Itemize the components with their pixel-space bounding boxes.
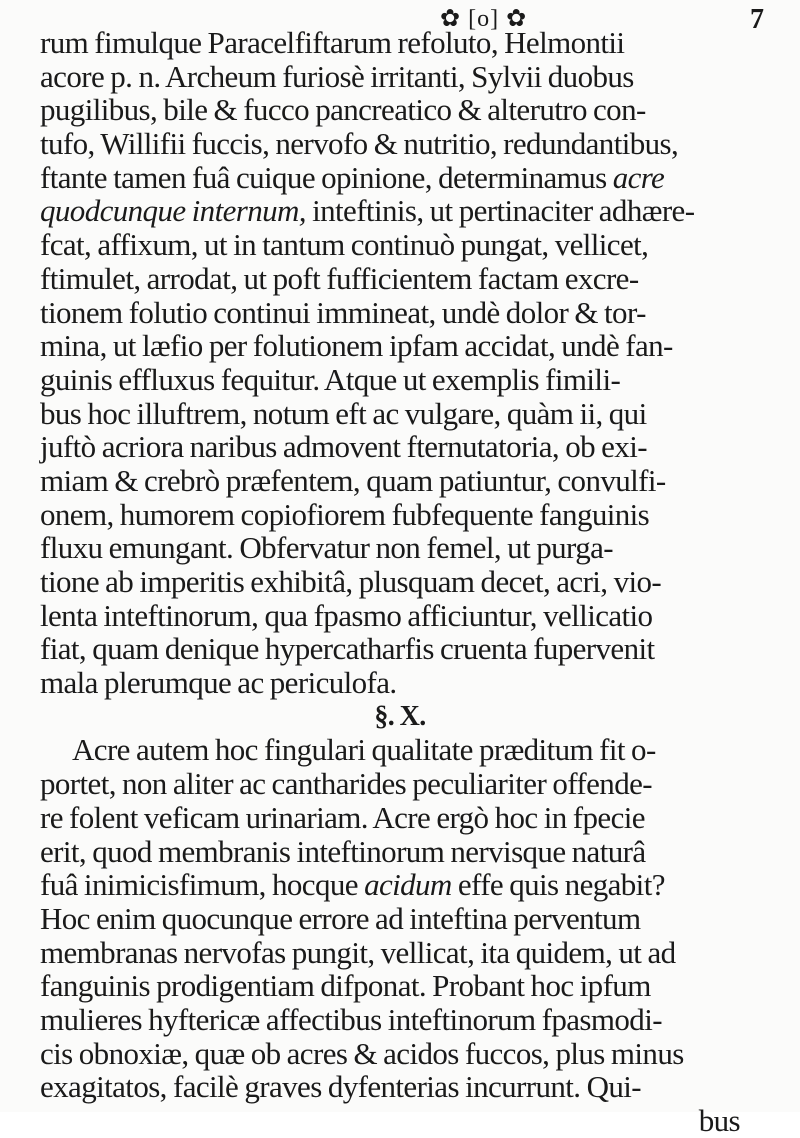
text-line: [40, 868, 760, 902]
text-line: [40, 1070, 760, 1104]
text-span: membranas nervofas pungit, vellicat, ita quidem, ut ad: [40, 934, 676, 970]
text-line: [40, 1104, 760, 1138]
text-span: miam & crebrò præfentem, quam patiuntur, convulfi-: [40, 462, 666, 498]
text-span: pugilibus, bile & fucco pancreatico & alterutro con-: [40, 92, 646, 128]
text-line: [40, 1003, 760, 1037]
text-span: fiat, quam denique hypercatharfis cruenta fupervenit: [40, 631, 655, 667]
text-line: [40, 363, 760, 397]
text-span: guinis effluxus fequitur. Atque ut exemplis fimili-: [40, 361, 621, 397]
text-span: Hoc enim quocunque errore ad inteftina perventum: [40, 900, 641, 936]
text-line: [40, 835, 760, 869]
text-line: [40, 93, 760, 127]
text-line: [40, 565, 760, 599]
text-span: erit, quod membranis inteftinorum nervisque naturâ: [40, 833, 646, 869]
text-line: [40, 531, 760, 565]
text-span: ftimulet, arrodat, ut poft fufficientem factam excre-: [40, 260, 639, 296]
text-span: lenta inteftinorum, qua fpasmo afficiuntur, vellicatio: [40, 597, 653, 633]
text-line: [40, 26, 760, 60]
text-line: [40, 194, 760, 228]
text-line: [40, 767, 760, 801]
text-line: [40, 666, 760, 700]
text-line: [40, 262, 760, 296]
text-span: fcat, affixum, ut in tantum continuò pungat, vellicet,: [40, 227, 649, 263]
text-span: fanguinis prodigentiam difponat. Probant hoc ipfum: [40, 968, 651, 1004]
text-line: [40, 801, 760, 835]
text-line: [40, 161, 760, 195]
text-span: mina, ut læfio per folutionem ipfam accidat, undè fan-: [40, 328, 673, 364]
text-line: [40, 127, 760, 161]
text-line: [40, 60, 760, 94]
text-span: tufo, Willifii fuccis, nervofo & nutritio, redundantibus,: [40, 126, 679, 162]
text-span: re folent veficam urinariam. Acre ergò hoc in fpecie: [40, 799, 645, 835]
text-line: [40, 430, 760, 464]
text-line: [40, 902, 760, 936]
text-span: tionem folutio continui immineat, undè dolor & tor-: [40, 294, 646, 330]
text-span: effe quis negabit?: [451, 867, 665, 903]
text-span: cis obnoxiæ, quæ ob acres & acidos fuccos, plus minus: [40, 1035, 684, 1071]
text-line: [40, 498, 760, 532]
text-line: [40, 397, 760, 431]
text-span: onem, humorem copiofiorem fubfequente fanguinis: [40, 496, 650, 532]
text-span: inteftinis, ut pertinaciter adhære-: [305, 193, 695, 229]
text-line: [40, 936, 760, 970]
text-span: fuâ inimicisfimum, hocque: [40, 867, 365, 903]
text-line: [40, 1037, 760, 1071]
text-span: mala plerumque ac periculofa.: [40, 665, 397, 701]
text-span: ftante tamen fuâ cuique opinione, determinamus: [40, 159, 613, 195]
text-span: mulieres hyftericæ affectibus inteftinorum fpasmodi-: [40, 1001, 662, 1037]
section-heading: [40, 700, 760, 734]
italic-text: quodcunque internum,: [40, 193, 306, 229]
text-span: exagitatos, facilè graves dyfenterias incurrunt. Qui-: [40, 1069, 642, 1105]
text-span: portet, non aliter ac cantharides peculiariter offende-: [40, 766, 652, 802]
text-line: [40, 464, 760, 498]
text-line: [40, 296, 760, 330]
page-number: 7: [750, 4, 764, 35]
text-span: tione ab imperitis exhibitâ, plusquam decet, acri, vio-: [40, 564, 662, 599]
text-span: bus: [698, 1103, 740, 1138]
body-text: [40, 26, 760, 1138]
text-line: [40, 632, 760, 666]
text-line: [40, 599, 760, 633]
text-span: rum fimulque Paracelfiftarum refoluto, Helmontii: [40, 25, 625, 60]
text-span: juftò acriora naribus admovent fternutatoria, ob exi-: [40, 429, 647, 465]
text-line: [40, 228, 760, 262]
italic-text: acre: [612, 159, 665, 195]
text-span: Acre autem hoc fingulari qualitate præditum fit o-: [72, 732, 656, 768]
italic-text: acidum: [364, 867, 452, 903]
text-span: acore p. n. Archeum furiosè irritanti, Sylvii duobus: [40, 58, 634, 94]
text-line: [40, 329, 760, 363]
ornament-signature: ✿ [o] ✿: [440, 6, 528, 32]
text-span: bus hoc illuftrem, notum eft ac vulgare, quàm ii, qui: [40, 395, 647, 431]
text-span: fluxu emungant. Obfervatur non femel, ut purga-: [40, 530, 613, 566]
text-line: [40, 733, 760, 767]
text-line: [40, 969, 760, 1003]
text-span: §. X.: [374, 700, 426, 732]
